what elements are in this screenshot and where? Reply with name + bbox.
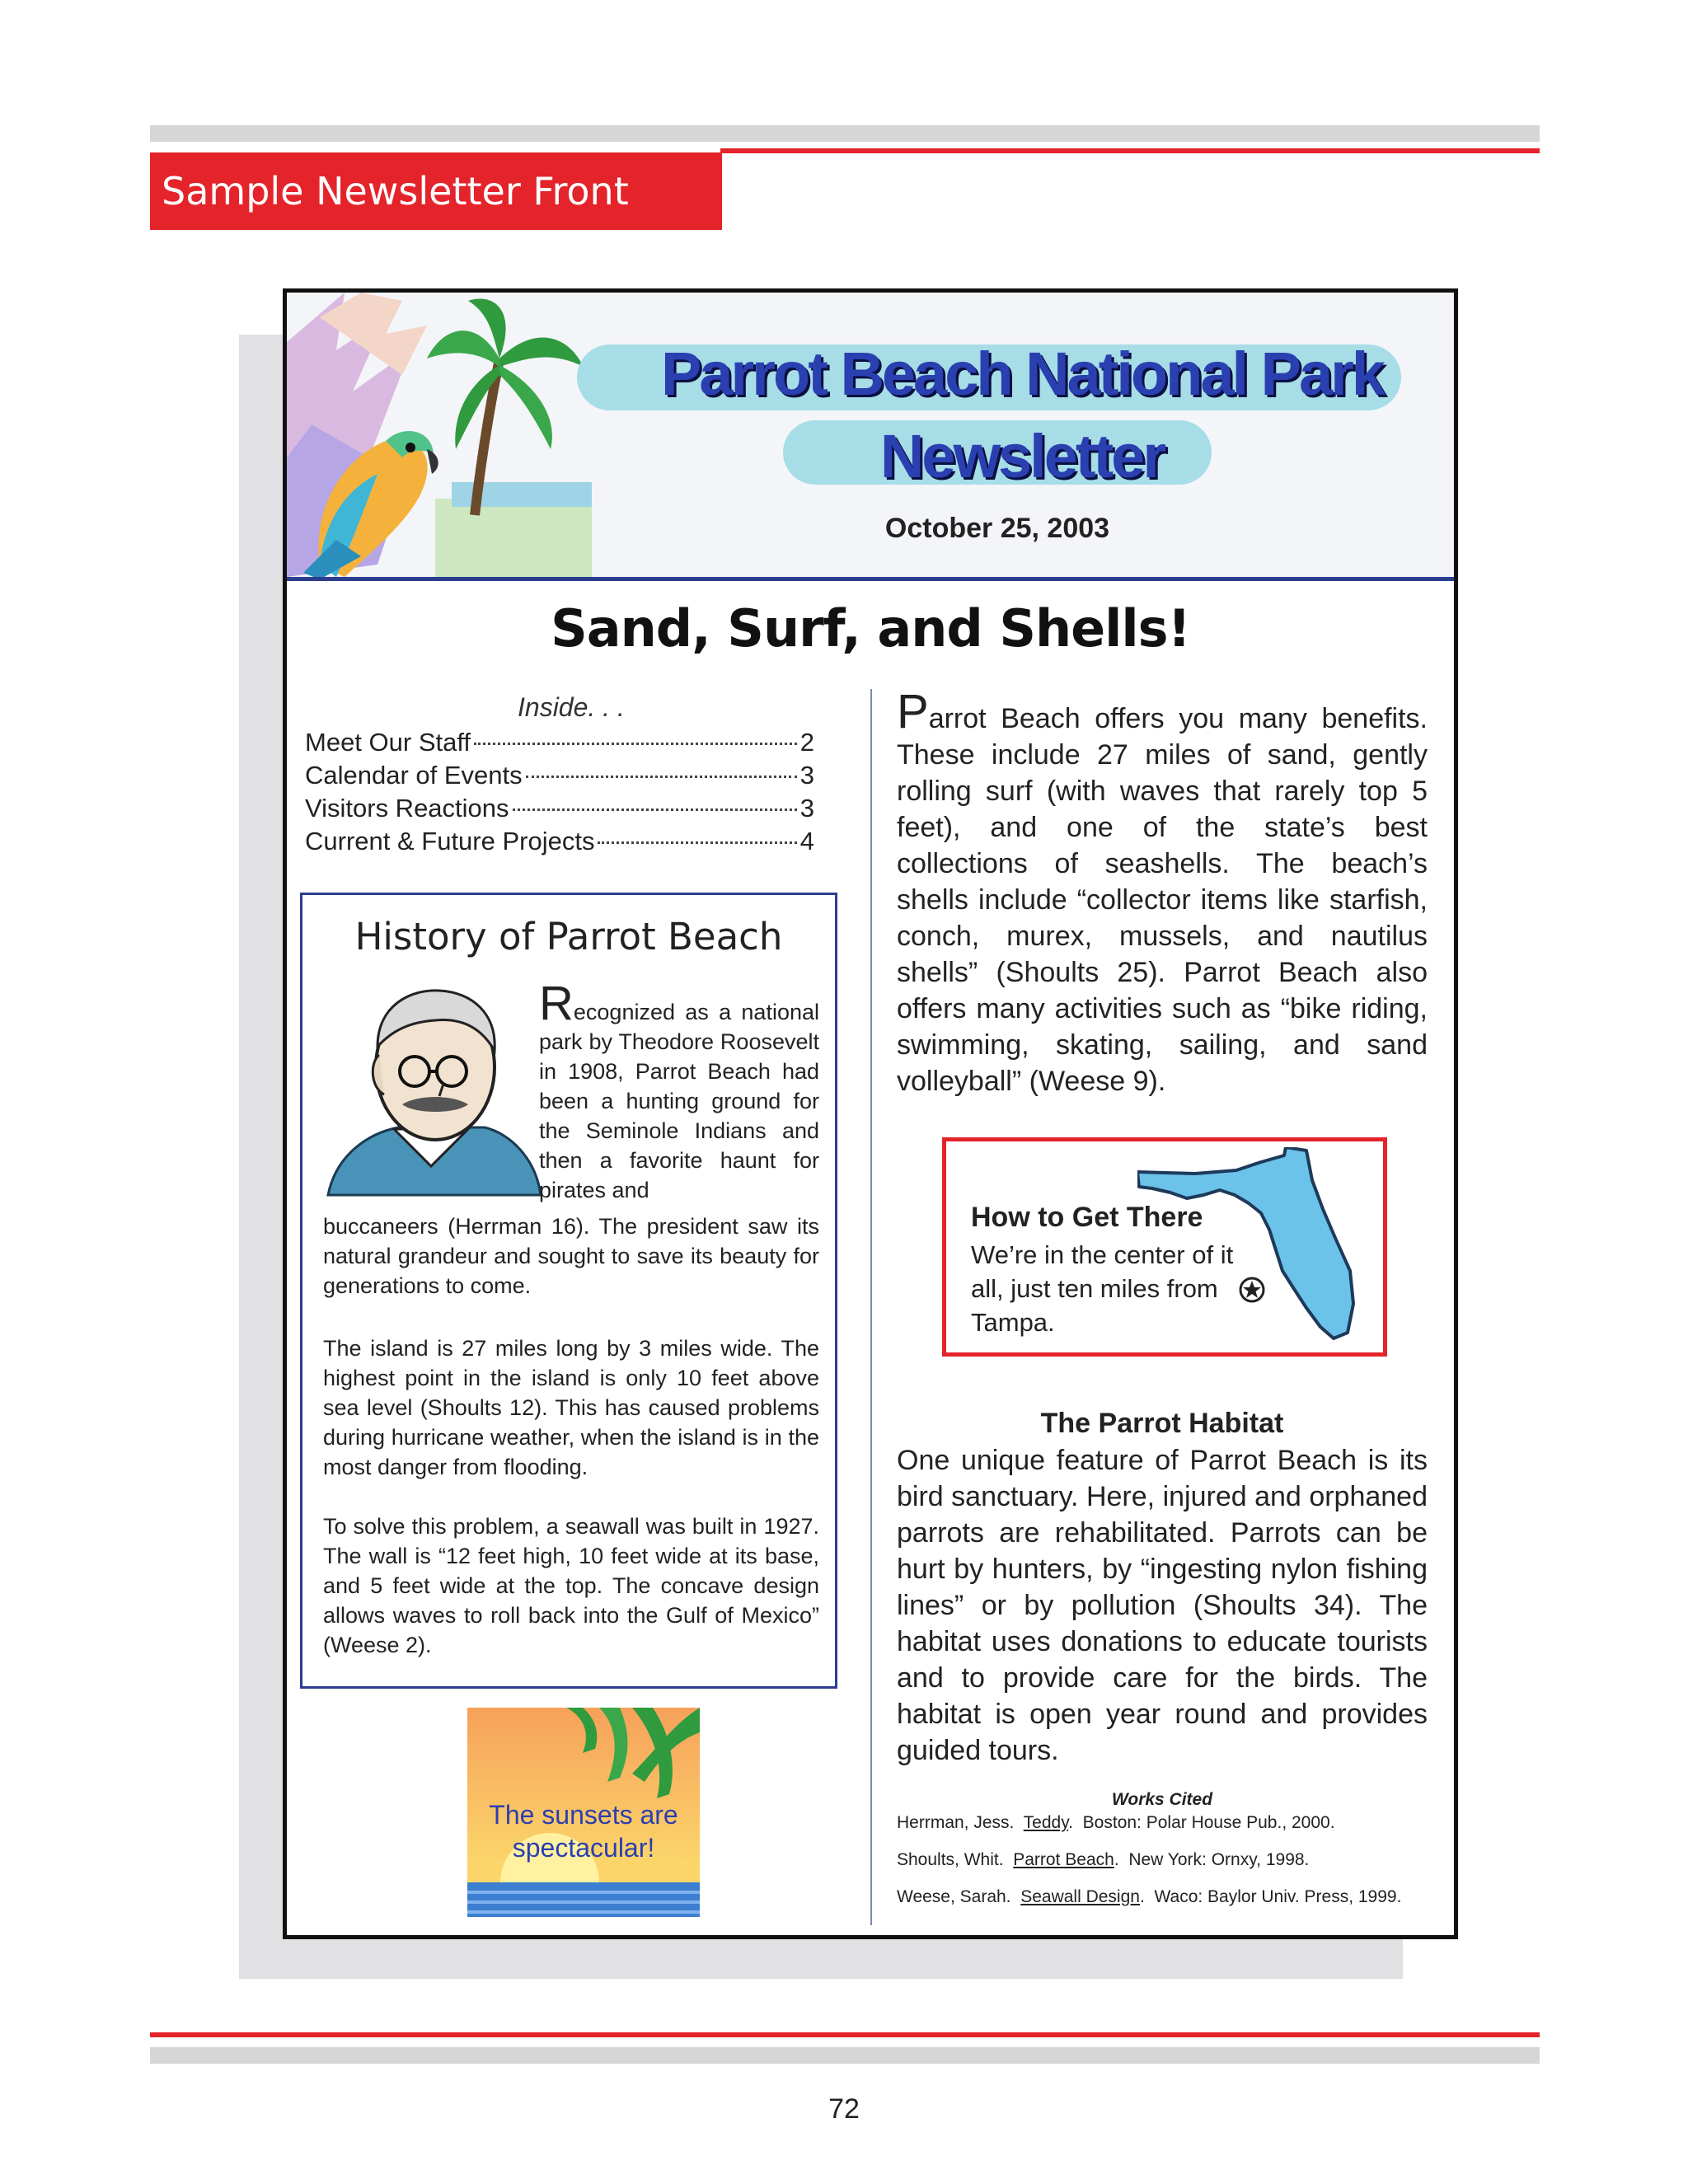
masthead-rule [287,577,1454,581]
toc-leader [598,841,796,844]
habitat-paragraph: One unique feature of Parrot Beach is its bird sanctuary. Here, injured and orphaned parrots are rehabilitated. Parrots can be hurt by hunters, by “ingesting nylon fishing lines” or by pollution (Shoults 34). The habitat uses donations to educate tourists and to provide care for the birds. The habitat is open year round and provides guided tours. [897,1445,1428,1766]
newsletter-title: Parrot Beach National Park Newsletter [660,340,1384,490]
citation-work: Seawall Design [1020,1887,1140,1906]
toc-item-page: 3 [799,761,814,790]
toc-title: Inside. . . [518,692,625,722]
citation-publisher: New York: Ornxy, 1998. [1128,1850,1310,1869]
toc-leader [526,776,797,778]
page-number: 72 [828,2093,860,2125]
history-paragraph-3: To solve this problem, a seawall was built in 1927. The wall is “12 feet high, 10 feet wide at its base, and 5 feet wide at the top. The concave design allows waves to roll back into the Gulf of Mexico” (Weese 2). [323,1514,819,1657]
history-paragraph-1 [539,977,819,1205]
section-tab: Sample Newsletter Front Page [150,152,722,230]
directions-text: We’re in the center of it all, just ten miles from Tampa. [971,1240,1234,1337]
toc-item-label: Current & Future Projects [305,827,595,855]
toc-item-label: Visitors Reactions [305,794,509,823]
toc-item [305,761,814,794]
citation-work: Teddy [1023,1813,1069,1832]
bottom-gray-bar [150,2047,1540,2064]
roosevelt-portrait [320,989,542,1203]
headline: Sand, Surf, and Shells! [551,598,1190,658]
works-cited-title: Works Cited [1111,1790,1213,1809]
toc-item-label: Calendar of Events [305,761,523,790]
intro-text: arrot Beach offers you many benefits. These include 27 miles of sand, gently rolling surf (with waves that rarely top 5 feet), and one of the state’s best collections of seashells. The beach’s shells include “collector items like starfish, conch, murex, mussels, and nautilus shells” (Shoults 25). Parrot Beach also offers many activities such as “bike riding, swimming, skating, sailing, and sand volleyball” (Weese 9). [897,703,1428,1097]
citation-work: Parrot Beach [1013,1850,1114,1869]
toc-item-page: 4 [799,827,814,855]
newsletter-date: October 25, 2003 [884,513,1110,544]
history-title: History of Parrot Beach [354,915,783,958]
toc-item-label: Meet Our Staff [305,728,471,757]
history-paragraph-1-continued: buccaneers (Herrman 16). The president saw its natural grandeur and sought to save its beauty for generations to come. [323,1214,819,1298]
citation-author: Weese, Sarah. [897,1887,1011,1906]
toc-item-page: 3 [799,794,814,823]
toc-item [305,794,814,827]
history-paragraph-2: The island is 27 miles long by 3 miles wide. The highest point in the island is only 10 feet above sea level (Shoults 12). This has caused problems during hurricane weather, when the island is in the most danger from flooding. [323,1336,819,1479]
toc-item-page: 2 [799,728,814,757]
toc-leader [513,808,797,811]
parrot-palm-clipart [287,293,592,581]
directions-title: How to Get There [971,1202,1203,1233]
citation-publisher: Boston: Polar House Pub., 2000. [1082,1813,1335,1832]
column-divider [870,689,872,1925]
sunset-caption: The sunsets are spectacular! [489,1800,678,1863]
history-paragraph-1-start: ecognized as a national park by Theodore Roosevelt in 1908, Parrot Beach had been a hunting ground for the Seminole Indians and then a favorite haunt for pirates and [539,1000,819,1202]
intro-dropcap: P [897,685,929,738]
top-gray-bar [150,125,1540,142]
history-dropcap: R [539,977,574,1030]
citation-author: Herrman, Jess. [897,1813,1015,1832]
citation: Shoults, Whit. Parrot Beach. New York: Ornxy, 1998. [897,1850,1310,1869]
intro-paragraph [897,685,1428,1099]
toc-item [305,827,814,860]
habitat-title: The Parrot Habitat [1040,1408,1284,1439]
citation: Herrman, Jess. Teddy. Boston: Polar House Pub., 2000. [897,1813,1335,1832]
toc-item [305,728,814,761]
toc-leader [474,743,797,745]
bottom-red-rule [150,2032,1540,2037]
top-red-rule [720,148,1540,153]
citation-author: Shoults, Whit. [897,1850,1004,1869]
citation: Weese, Sarah. Seawall Design. Waco: Baylor Univ. Press, 1999. [897,1887,1402,1906]
citation-publisher: Waco: Baylor Univ. Press, 1999. [1154,1887,1402,1906]
